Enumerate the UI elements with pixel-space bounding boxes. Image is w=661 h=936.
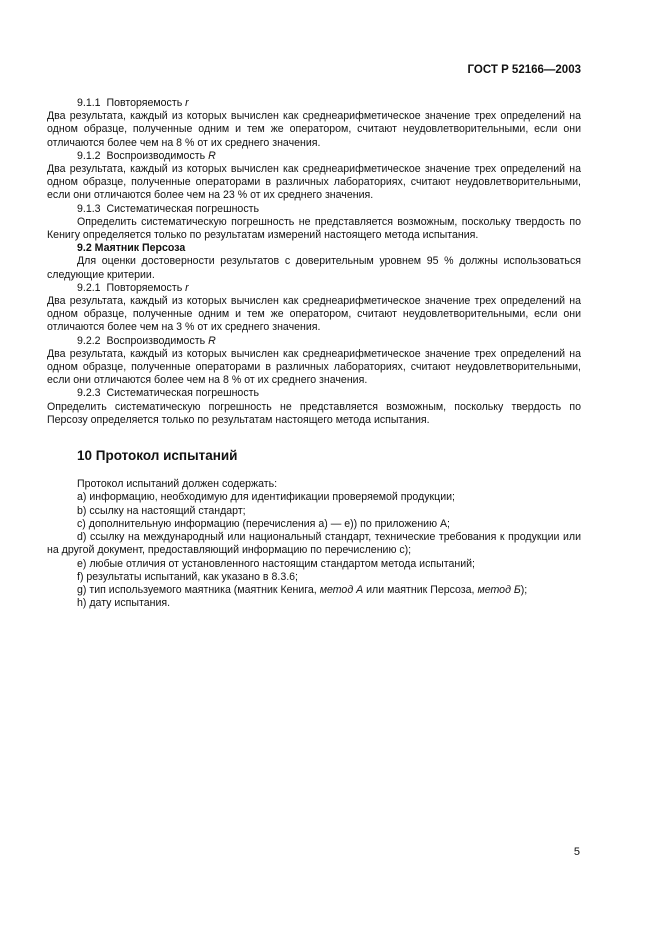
subsection-9-2-1-text: Два результата, каждый из которых вычислен как среднеарифметическое значение трех определений на одном образце, полученные одним и тем же оператором, считают неудовлетворительными, если они отличаются более чем на 3 % от их среднего значения. — [47, 295, 581, 334]
list-item-f: f) результаты испытаний, как указано в 8.3.6; — [77, 570, 298, 583]
protocol-list — [47, 478, 581, 610]
subsection-9-2-2-title: 9.2.2 Воспроизводимость R — [77, 334, 216, 347]
section-10-heading: 10 Протокол испытаний — [77, 448, 238, 464]
section-9-2-heading: 9.2 Маятник Персоза — [77, 242, 186, 255]
subsection-9-1-2-title: 9.1.2 Воспроизводимость R — [77, 149, 216, 162]
page-number: 5 — [573, 846, 580, 858]
subsection-9-2-2-text: Два результата, каждый из которых вычислен как среднеарифметическое значение трех определений на одном образце, полученные операторами в различных лабораториях, считают неудовлетворительными, если они отличаются более чем на 8 % от их среднего значения. — [47, 347, 581, 387]
list-item-d: d) ссылку на международный или национальный стандарт, технические требования к продукции или на другой документ, предоставляющий информацию по перечислению с); — [47, 531, 581, 557]
list-item-e: e) любые отличия от установленного настоящим стандартом метода испытаний; — [77, 557, 475, 570]
list-item-c: c) дополнительную информацию (перечисления а) — е)) по приложению А; — [77, 517, 450, 530]
list-item-a: a) информацию, необходимую для идентификации проверяемой продукции; — [77, 491, 455, 504]
page-content — [47, 97, 581, 610]
subsection-9-2-3-title: 9.2.3 Систематическая погрешность — [77, 387, 259, 400]
subsection-9-1-3-text: Определить систематическую погрешность не представляется возможным, поскольку твердость по Кенигу определяется только по результатам измерений настоящего метода испытания. — [47, 215, 581, 242]
protocol-intro: Протокол испытаний должен содержать: — [77, 478, 278, 491]
subsection-9-1-1-title: 9.1.1 Повторяемость r — [77, 97, 189, 109]
list-item-g: g) тип используемого маятника (маятник Кенига, метод А или маятник Персоза, метод Б); — [77, 583, 528, 596]
document-code: ГОСТ Р 52166—2003 — [467, 64, 581, 76]
subsection-9-1-2-text: Два результата, каждый из которых вычислен как среднеарифметическое значение трех определений на одном образце, полученные операторами в различных лабораториях, считают неудовлетворительными, если они отличаются более чем на 23 % от их среднего значения. — [47, 163, 581, 202]
list-item-b: b) ссылку на настоящий стандарт; — [77, 504, 246, 517]
subsection-9-2-1-title: 9.2.1 Повторяемость r — [77, 281, 189, 294]
subsection-9-1-3-title: 9.1.3 Систематическая погрешность — [77, 202, 259, 215]
list-item-h: h) дату испытания. — [77, 597, 171, 610]
subsection-9-2-3-text: Определить систематическую погрешность не представляется возможным, поскольку твердость по Персозу определяется только по результатам настоящего метода испытания. — [47, 400, 581, 426]
subsection-9-1-1-text: Два результата, каждый из которых вычислен как среднеарифметическое значение трех определений на одном образце, полученные одним и тем же оператором, считают неудовлетворительными, если они отличаются более чем на 8 % от их среднего значения. — [47, 110, 581, 149]
section-9-2-text: Для оценки достоверности результатов с доверительным уровнем 95 % должны использоваться следующие критерии. — [47, 255, 581, 281]
